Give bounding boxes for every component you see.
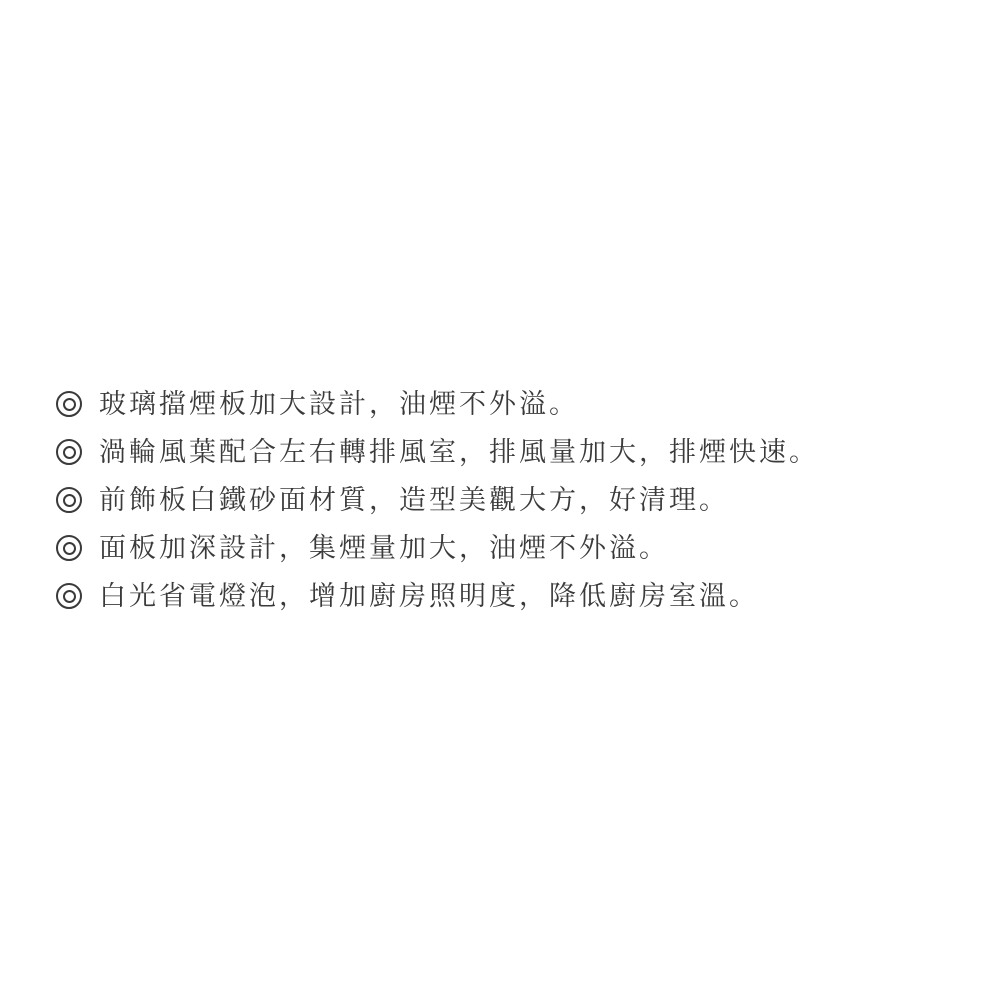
bullseye-icon	[56, 583, 82, 609]
feature-text: 前飾板白鐵砂面材質，造型美觀大方，好清理。	[99, 484, 729, 516]
feature-text: 玻璃擋煙板加大設計，油煙不外溢。	[99, 388, 579, 420]
bullseye-inner-circle	[63, 590, 76, 603]
feature-item	[56, 380, 956, 428]
feature-list	[56, 380, 956, 620]
feature-item	[56, 476, 956, 524]
bullseye-inner-circle	[63, 494, 76, 507]
feature-item	[56, 572, 956, 620]
bullseye-icon	[56, 391, 82, 417]
bullseye-icon	[56, 535, 82, 561]
bullseye-inner-circle	[63, 542, 76, 555]
feature-item	[56, 428, 956, 476]
bullseye-inner-circle	[63, 446, 76, 459]
feature-text: 面板加深設計，集煙量加大，油煙不外溢。	[99, 532, 669, 564]
bullseye-icon	[56, 439, 82, 465]
feature-text: 白光省電燈泡，增加廚房照明度，降低廚房室溫。	[99, 580, 759, 612]
bullseye-inner-circle	[63, 398, 76, 411]
feature-item	[56, 524, 956, 572]
feature-text: 渦輪風葉配合左右轉排風室，排風量加大，排煙快速。	[99, 436, 819, 468]
bullseye-icon	[56, 487, 82, 513]
